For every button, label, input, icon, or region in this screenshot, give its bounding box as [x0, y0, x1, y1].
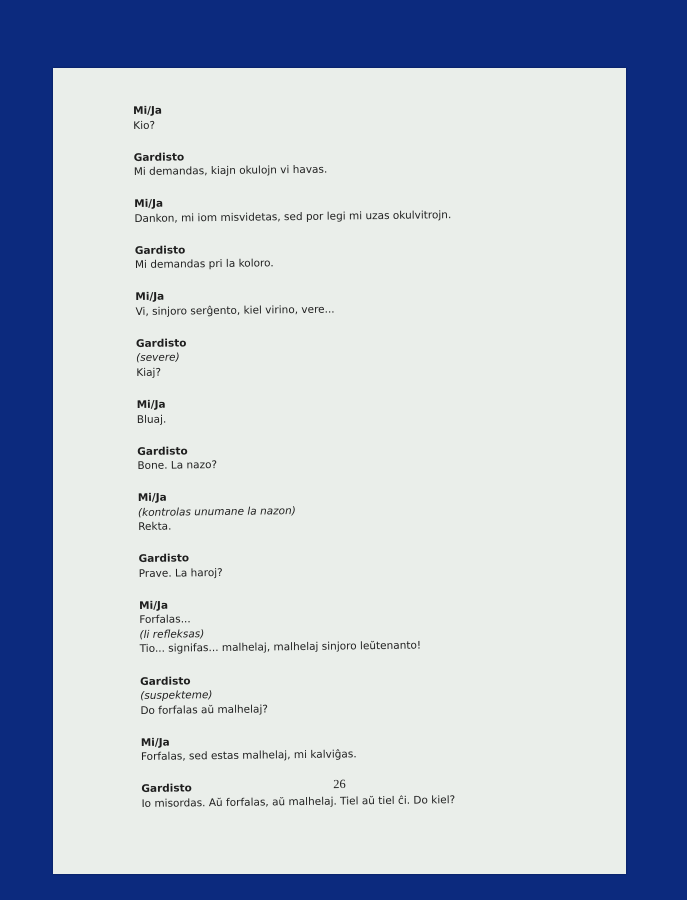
dialogue-entry	[136, 332, 576, 381]
stage-direction: (suspekteme)	[140, 689, 213, 702]
stage-direction: (kontrolas unumane la nazon)	[137, 504, 296, 519]
dialogue-line: Do forfalas aŭ malhelaj?	[140, 702, 269, 717]
dialogue-entry	[141, 730, 581, 764]
speaker-name: Mi/Ja	[133, 104, 163, 117]
dialogue-entry	[138, 486, 578, 535]
dialogue-entry	[134, 192, 574, 226]
dialogue-line: Mi demandas pri la koloro.	[134, 257, 274, 272]
speaker-name: Gardisto	[137, 445, 188, 458]
dialogue-entry	[135, 285, 575, 319]
dialogue-entry	[138, 547, 578, 581]
stage-direction: (li refleksas)	[139, 628, 205, 641]
speaker-name: Gardisto	[135, 337, 187, 350]
dialogue-line: Forfalas, sed estas malhelaj, mi kalviĝas.	[140, 748, 357, 764]
dialogue-script	[133, 99, 582, 829]
dialogue-entry	[140, 669, 580, 718]
speaker-name: Mi/Ja	[137, 491, 167, 505]
dialogue-line: Mi demandas, kiajn okulojn vi havas.	[133, 163, 328, 179]
dialogue-line: Dankon, mi iom misvidetas, sed por legi mi uzas okulvitrojn.	[134, 208, 452, 225]
dialogue-line: Bone. La nazo?	[137, 459, 218, 473]
speaker-name: Mi/Ja	[134, 197, 164, 211]
speaker-name: Mi/Ja	[140, 736, 170, 749]
dialogue-line: Io misordas. Aŭ forfalas, aŭ malhelaj. Tiel aŭ tiel ĉi. Do kiel?	[141, 793, 456, 810]
dialogue-entry	[137, 439, 577, 473]
dialogue-line: Kiaj?	[136, 366, 162, 379]
speaker-name: Mi/Ja	[139, 599, 169, 612]
stage-direction: (severe)	[136, 351, 180, 365]
dialogue-line: Rekta.	[138, 520, 172, 534]
dialogue-line: Kio?	[133, 119, 156, 132]
dialogue-entry	[134, 145, 574, 179]
speaker-name: Gardisto	[139, 674, 191, 688]
dialogue-entry	[137, 393, 577, 427]
page-number: 26	[333, 776, 346, 792]
dialogue-line: Forfalas...	[139, 613, 191, 627]
dialogue-line: Tio... signifas... malhelaj, malhelaj sinjoro leŭtenanto!	[139, 639, 422, 656]
speaker-name: Mi/Ja	[135, 291, 165, 304]
dialogue-entry	[139, 594, 580, 657]
speaker-name: Mi/Ja	[136, 398, 166, 412]
speaker-name: Gardisto	[133, 150, 185, 164]
dialogue-line: Prave. La haroj?	[138, 566, 223, 580]
dialogue-entry	[135, 238, 575, 272]
speaker-name: Gardisto	[141, 782, 192, 796]
dialogue-line: Vi, sinjoro serĝento, kiel virino, vere...	[135, 303, 335, 318]
speaker-name: Gardisto	[138, 552, 190, 566]
dialogue-line: Bluaj.	[136, 413, 167, 426]
dialogue-entry	[133, 99, 573, 133]
speaker-name: Gardisto	[134, 244, 186, 257]
document-page	[53, 68, 626, 874]
